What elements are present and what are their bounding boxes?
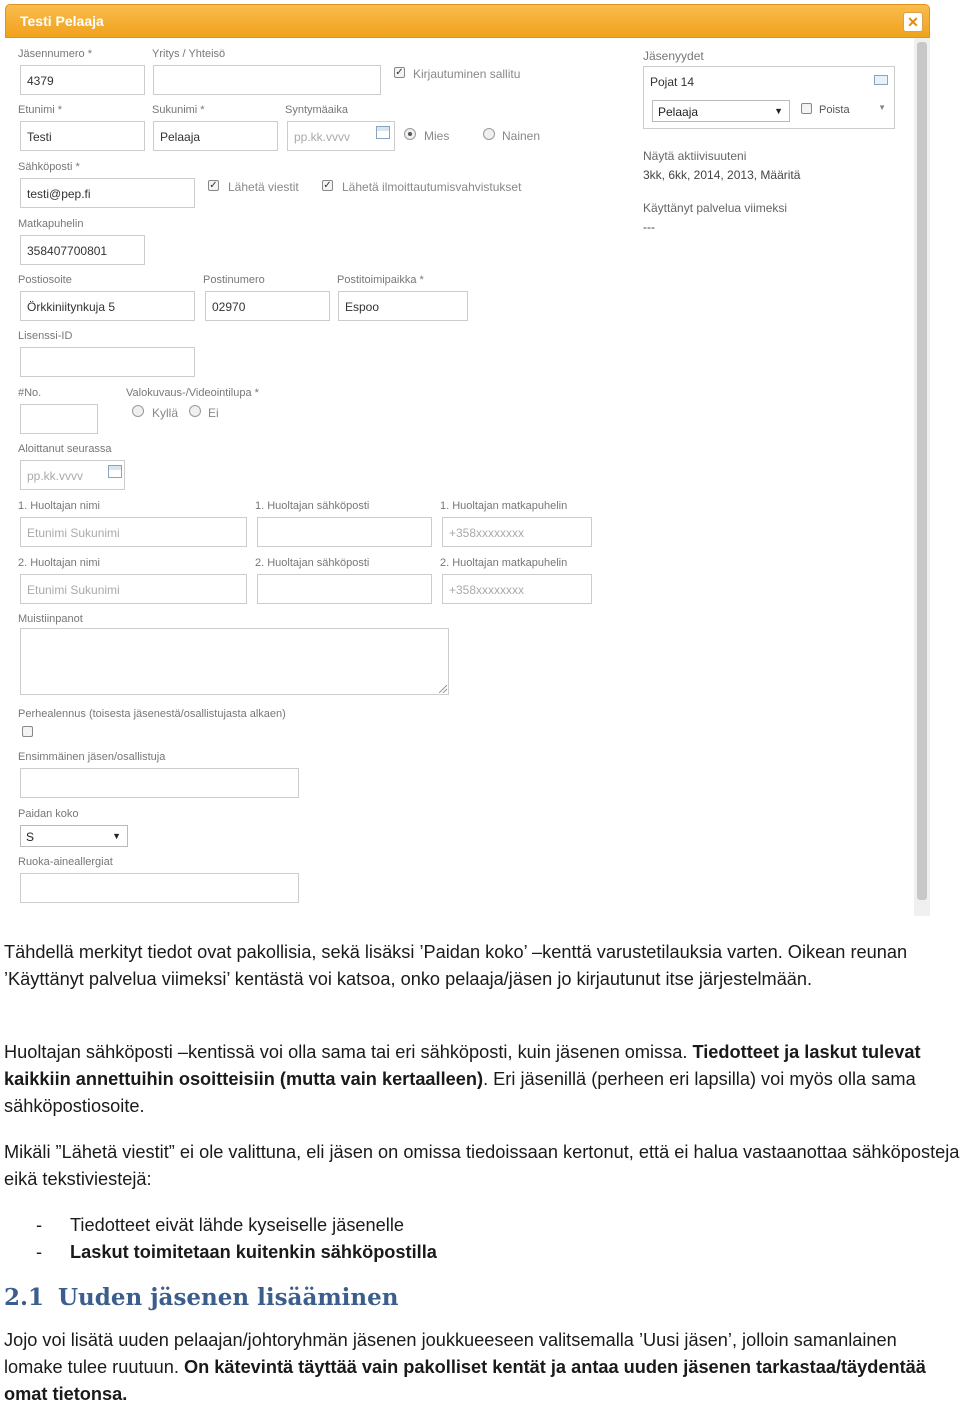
postal-code-input[interactable]: 02970 (205, 291, 330, 321)
send-confirmations-label: Lähetä ilmoittautumisvahvistukset (342, 180, 522, 194)
company-label: Yritys / Yhteisö (152, 48, 226, 60)
chevron-down-icon[interactable]: ▼ (878, 103, 886, 112)
email-label: Sähköposti * (18, 161, 80, 173)
mobile-label: Matkapuhelin (18, 218, 84, 230)
guardian2-phone-input[interactable]: +358xxxxxxxx (442, 574, 592, 604)
send-messages-checkbox[interactable]: ✓ (209, 180, 218, 191)
memberships-panel (643, 66, 895, 129)
notes-label: Muistiinpanot (18, 613, 83, 625)
calendar-icon[interactable] (108, 465, 122, 478)
list-item (36, 1239, 437, 1266)
list-item (36, 1212, 437, 1239)
guardian1-phone-input[interactable]: +358xxxxxxxx (442, 517, 592, 547)
list-item-text: Tiedotteet eivät lähde kyseiselle jäsenelle (70, 1215, 404, 1235)
city-input[interactable]: Espoo (338, 291, 468, 321)
remove-membership-label: Poista (819, 104, 850, 116)
photo-yes-radio[interactable] (132, 405, 144, 417)
shirt-size-select[interactable] (20, 825, 128, 847)
paragraph-guardian-email (4, 1039, 960, 1120)
started-label: Aloittanut seurassa (18, 443, 112, 455)
gender-male-label: Mies (424, 129, 450, 143)
paragraph-part: Huoltajan sähköposti –kentissä voi olla sama tai eri sähköposti, kuin jäsenen omissa. (4, 1042, 693, 1062)
dropdown-arrow-icon: ▼ (774, 106, 783, 116)
first-name-label: Etunimi * (18, 104, 63, 116)
close-icon[interactable]: ✕ (903, 12, 923, 32)
paragraph-new-member (4, 1327, 960, 1408)
birthdate-label: Syntymäaika (285, 104, 348, 116)
activity-label: Näytä aktiivisuuteni (643, 149, 747, 163)
notes-textarea[interactable] (20, 628, 449, 695)
postal-code-label: Postinumero (203, 274, 265, 286)
gender-female-radio[interactable] (483, 128, 495, 140)
bullet-dash: - (36, 1242, 43, 1262)
bullet-dash: - (36, 1215, 43, 1235)
first-name-input[interactable]: Testi (20, 121, 145, 151)
send-confirmations-checkbox[interactable]: ✓ (323, 180, 332, 191)
guardian1-email-label: 1. Huoltajan sähköposti (255, 500, 370, 512)
birthdate-input[interactable]: pp.kk.vvvv (287, 121, 395, 151)
first-member-input[interactable] (20, 768, 299, 798)
dropdown-arrow-icon: ▼ (112, 831, 121, 841)
member-no-input[interactable]: 4379 (20, 65, 145, 95)
license-id-input[interactable] (20, 347, 195, 377)
member-no-label: Jäsennumero * (18, 48, 92, 60)
section-heading (4, 1284, 399, 1311)
send-messages-label: Lähetä viestit (228, 180, 299, 194)
last-name-input[interactable]: Pelaaja (153, 121, 278, 151)
membership-role-select[interactable] (652, 100, 790, 122)
address-input[interactable]: Örkkiniitynkuja 5 (20, 291, 195, 321)
remove-membership-checkbox[interactable] (801, 103, 812, 114)
paragraph-part: . Eri jäsenillä (perheen eri lapsilla) voi myös olla sama sähköpostiosoite. (4, 1069, 916, 1116)
guardian2-email-input[interactable] (257, 574, 432, 604)
guardian2-email-label: 2. Huoltajan sähköposti (255, 557, 370, 569)
photo-no-label: Ei (208, 406, 219, 420)
photo-yes-label: Kyllä (152, 406, 179, 420)
activity-options-link[interactable]: 3kk, 6kk, 2014, 2013, Määritä (643, 168, 801, 182)
guardian1-email-input[interactable] (257, 517, 432, 547)
paragraph-required-fields: Tähdellä merkityt tiedot ovat pakollisia, sekä lisäksi ’Paidan koko’ –kenttä varustetilauksia varten. Oikean reunan ’Käyttänyt palvelua viimeksi’ kentästä voi katsoa, onko pelaaja/jäsen jo kirjautunut itse järjestelmään. (4, 942, 908, 989)
scrollbar-thumb[interactable] (917, 42, 927, 900)
dialog-titlebar (5, 4, 930, 38)
gender-female-label: Nainen (502, 129, 541, 143)
guardian1-phone-label: 1. Huoltajan matkapuhelin (440, 500, 568, 512)
paragraph-send-messages: Mikäli ”Lähetä viestit” ei ole valittuna, eli jäsen on omissa tiedoissaan kertonut, että ei halua vastaanottaa sähköposteja eikä tekstiviestejä: (4, 1142, 960, 1189)
id-card-icon[interactable] (874, 75, 888, 85)
login-allowed-label: Kirjautuminen sallitu (413, 67, 521, 81)
paragraph-part: Jojo voi lisätä uuden pelaajan/johtoryhmän jäsenen joukkueeseen valitsemalla ’Uusi jäsen’, jolloin samanlainen lomake tulee ruutuun. (4, 1330, 897, 1377)
last-name-label: Sukunimi * (152, 104, 205, 116)
family-discount-checkbox[interactable] (22, 726, 33, 737)
photo-permission-label: Valokuvaus-/Videointilupa * (126, 387, 259, 399)
login-allowed-checkbox[interactable]: ✓ (395, 67, 404, 78)
list-item-text: Laskut toimitetaan kuitenkin sähköpostilla (70, 1242, 437, 1262)
mobile-input[interactable]: 358407700801 (20, 235, 145, 265)
family-discount-label: Perhealennus (toisesta jäsenestä/osallistujasta alkaen) (18, 708, 286, 720)
membership-group: Pojat 14 (650, 75, 695, 89)
bold-statement: Tiedotteet ja laskut tulevat kaikkiin annettuihin osoitteisiin (mutta vain kertaalleen) (4, 1042, 921, 1089)
membership-role-value: Pelaaja (658, 105, 699, 119)
memberships-label: Jäsenyydet (643, 49, 704, 63)
food-allergies-input[interactable] (20, 873, 299, 903)
resize-grip-icon[interactable] (439, 685, 447, 693)
email-input[interactable]: testi@pep.fi (20, 178, 195, 208)
address-label: Postiosoite (18, 274, 72, 286)
section-number: 2.1 (4, 1284, 45, 1311)
guardian2-phone-label: 2. Huoltajan matkapuhelin (440, 557, 568, 569)
calendar-icon[interactable] (376, 126, 390, 139)
photo-no-radio[interactable] (189, 405, 201, 417)
city-label: Postitoimipaikka * (337, 274, 424, 286)
first-member-label: Ensimmäinen jäsen/osallistuja (18, 751, 166, 763)
company-input[interactable] (153, 65, 381, 95)
guardian1-name-label: 1. Huoltajan nimi (18, 500, 100, 512)
started-input[interactable]: pp.kk.vvvv (20, 460, 125, 490)
shirt-size-label: Paidan koko (18, 808, 79, 820)
guardian1-name-input[interactable]: Etunimi Sukunimi (20, 517, 247, 547)
guardian2-name-label: 2. Huoltajan nimi (18, 557, 100, 569)
bullet-list (36, 1212, 437, 1266)
last-used-label: Käyttänyt palvelua viimeksi (643, 201, 788, 215)
guardian2-name-input[interactable]: Etunimi Sukunimi (20, 574, 247, 604)
number-label: #No. (18, 387, 42, 399)
section-title: Uuden jäsenen lisääminen (58, 1284, 399, 1311)
last-used-value: --- (643, 220, 655, 234)
license-id-label: Lisenssi-ID (18, 330, 73, 342)
bold-statement: On kätevintä täyttää vain pakolliset kentät ja antaa uuden jäsenen tarkastaa/täydentää omat tietonsa. (4, 1357, 926, 1404)
number-input[interactable] (20, 404, 98, 434)
shirt-size-value: S (26, 830, 35, 844)
gender-male-radio[interactable] (404, 128, 416, 140)
dialog-scrollbar[interactable] (914, 38, 930, 916)
dialog-title: Testi Pelaaja (20, 13, 104, 29)
food-allergies-label: Ruoka-aineallergiat (18, 856, 113, 868)
